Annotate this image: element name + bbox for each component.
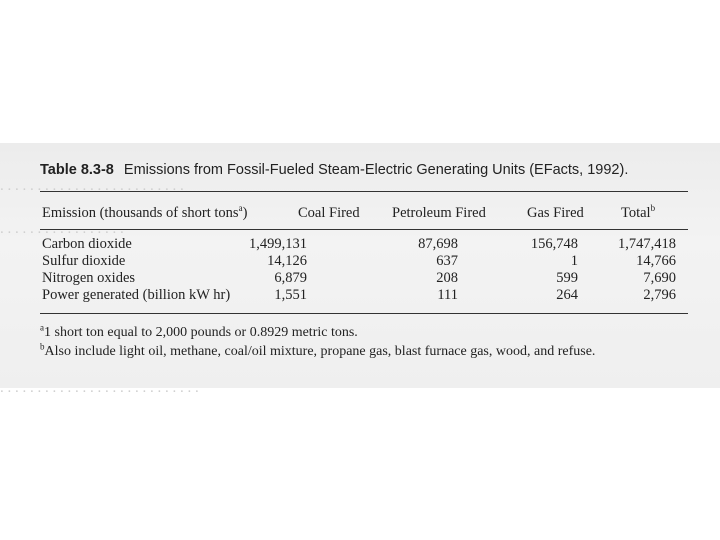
table-header-rule bbox=[40, 229, 688, 230]
cell-total: 1,747,418 bbox=[618, 236, 676, 252]
header-total: Total$^b$ bbox=[621, 203, 656, 221]
cell-petroleum: 637 bbox=[436, 253, 458, 269]
cell-gas: 599 bbox=[556, 270, 578, 286]
cell-petroleum: 208 bbox=[436, 270, 458, 286]
cell-emission: Sulfur dioxide bbox=[42, 253, 126, 269]
bleed-through-text: . . . . . . . . . . . . . . . . . . . . . . . . . bbox=[0, 178, 184, 194]
cell-emission: Carbon dioxide bbox=[42, 236, 132, 252]
footnote-b: $^b$Also include light oil, methane, coal/oil mixture, propane gas, blast furnace gas, wood, and refuse. bbox=[40, 341, 596, 359]
cell-emission: Power generated (billion kW hr) bbox=[42, 287, 231, 303]
table-row bbox=[40, 287, 688, 303]
table-top-rule bbox=[40, 191, 688, 192]
cell-coal: 6,879 bbox=[274, 270, 307, 286]
cell-gas: 1 bbox=[570, 253, 578, 269]
cell-petroleum: 111 bbox=[437, 287, 458, 303]
cell-gas: 264 bbox=[556, 287, 578, 303]
cell-emission: Nitrogen oxides bbox=[42, 270, 136, 286]
header-emission: Emission (thousands of short tons$^a$) bbox=[42, 203, 248, 221]
header-gas-fired: Gas Fired bbox=[527, 205, 584, 221]
cell-gas: 156,748 bbox=[530, 236, 578, 252]
bleed-through-text: . . . . . . . . . . . . . . . . . bbox=[0, 221, 124, 237]
cell-total: 14,766 bbox=[636, 253, 676, 269]
table-row bbox=[40, 253, 688, 269]
table-bottom-rule bbox=[40, 313, 688, 314]
cell-coal: 1,551 bbox=[274, 287, 307, 303]
cell-total: 7,690 bbox=[643, 270, 676, 286]
header-coal-fired: Coal Fired bbox=[298, 205, 360, 221]
header-petroleum-fired: Petroleum Fired bbox=[392, 205, 486, 221]
table-row bbox=[40, 236, 688, 252]
table-title: Emissions from Fossil-Fueled Steam-Electric Generating Units (EFacts, 1992). bbox=[123, 162, 629, 178]
table-caption bbox=[40, 162, 710, 178]
bleed-through-text: . . . . . . . . . . . . . . . . . . . . . . . . . . . bbox=[0, 380, 199, 396]
cell-coal: 1,499,131 bbox=[249, 236, 307, 252]
footnote-a: $^a$1 short ton equal to 2,000 pounds or 0.8929 metric tons. bbox=[40, 322, 358, 340]
cell-petroleum: 87,698 bbox=[418, 236, 458, 252]
table-number: Table 8.3-8 bbox=[40, 162, 114, 178]
cell-total: 2,796 bbox=[643, 287, 676, 303]
table-row bbox=[40, 270, 688, 286]
table-header-row bbox=[40, 205, 688, 221]
cell-coal: 14,126 bbox=[267, 253, 307, 269]
